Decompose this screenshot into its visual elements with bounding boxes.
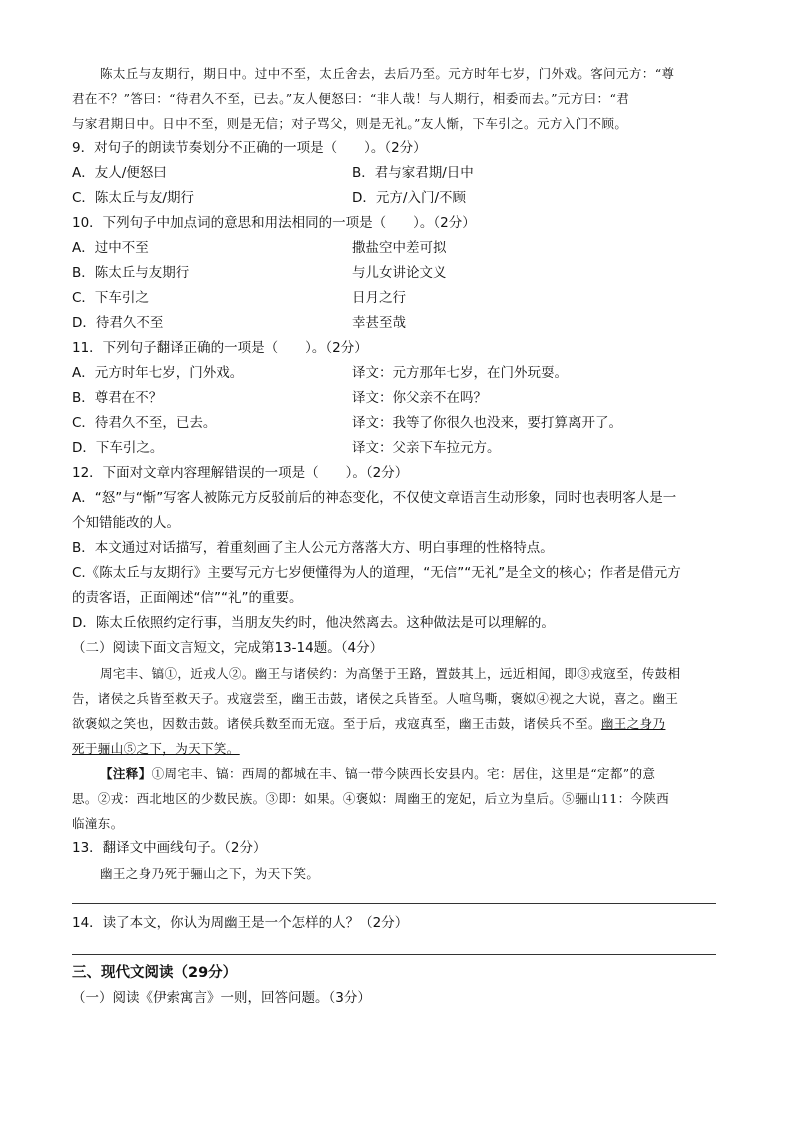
passage2-line-3-text: 欲褒姒之笑也，因数击鼓。诸侯兵数至而无寇。至于后，戎寇真至，幽王击鼓，诸侯兵不至。: [72, 716, 601, 731]
q11-option-c-translation: 译文：我等了你很久也没来，要打算离开了。: [352, 415, 622, 431]
q11-option-d-translation: 译文：父亲下车拉元方。: [352, 440, 501, 456]
q9-option-b: B．君与家君期/日中: [352, 165, 474, 181]
q9-option-d: D．元方/入门/不顾: [352, 190, 466, 206]
q10-option-d: D．待君久不至: [72, 315, 164, 331]
q10-option-d-compare: 幸甚至哉: [352, 315, 406, 331]
passage2-line-4: [72, 739, 722, 758]
q11-stem: 11．下列句子翻译正确的一项是（ ）。（2分）: [72, 340, 368, 356]
q11-option-b-translation: 译文：你父亲不在吗？: [352, 390, 487, 406]
passage2-line-1: 周宅丰、镐①，近戎人②。幽王与诸侯约：为高堡于王路，置鼓其上，远近相闻，即③戎寇至，传鼓相: [100, 666, 681, 681]
q9-option-c: C．陈太丘与友/期行: [72, 190, 194, 206]
passage1-line-3: 与家君期日中。日中不至，则是无信；对子骂父，则是无礼。”友人惭，下车引之。元方入门不顾。: [72, 116, 628, 131]
passage2-line-2: 告，诸侯之兵皆至救天子。戎寇尝至，幽王击鼓，诸侯之兵皆至。人喧鸟嘶，褒姒④视之大说，喜之。幽王: [72, 691, 679, 706]
q11-option-b: B．尊君在不？: [72, 390, 163, 406]
underlined-sentence-part-2: 死于骊山⑤之下，为天下笑。: [72, 741, 240, 756]
notes-tag: 【注释】: [100, 766, 152, 781]
notes-line-1: [100, 764, 750, 783]
q11-option-d: D．下车引之。: [72, 440, 164, 456]
answer-line-q14: [72, 954, 716, 955]
q12-option-b: B．本文通过对话描写，着重刻画了主人公元方落落大方、明白事理的性格特点。: [72, 540, 554, 556]
part2-heading: （二）阅读下面文言短文，完成第13-14题。（4分）: [72, 640, 384, 656]
q12-option-d: D．陈太丘依照约定行事，当朋友失约时，他决然离去。这种做法是可以理解的。: [72, 615, 555, 631]
section3-subheading: （一）阅读《伊索寓言》一则，回答问题。（3分）: [72, 990, 371, 1006]
q12-option-a-line-2: 个知错能改的人。: [72, 515, 180, 531]
q9-stem: 9．对句子的朗读节奏划分不正确的一项是（ ）。（2分）: [72, 140, 427, 156]
q11-option-a-translation: 译文：元方那年七岁，在门外玩耍。: [352, 365, 568, 381]
q10-option-b-compare: 与儿女讲论文义: [352, 265, 447, 281]
q10-stem: 10．下列句子中加点词的意思和用法相同的一项是（ ）。（2分）: [72, 215, 476, 231]
q12-option-c-line-1: C.《陈太丘与友期行》主要写元方七岁便懂得为人的道理，“无信”“无礼”是全文的核心；作者是借元方: [72, 565, 681, 581]
q14-stem: 14．读了本文，你认为周幽王是一个怎样的人？（2分）: [72, 915, 409, 931]
q10-option-c-compare: 日月之行: [352, 290, 406, 306]
notes-line-3: 临潼东。: [72, 816, 124, 831]
answer-line-q13: [72, 903, 716, 904]
passage1-line-1: 陈太丘与友期行，期日中。过中不至，太丘舍去，去后乃至。元方时年七岁，门外戏。客问元方：“尊: [100, 66, 675, 81]
q10-option-c: C．下车引之: [72, 290, 149, 306]
q13-sentence: 幽王之身乃死于骊山之下，为天下笑。: [100, 866, 320, 881]
passage2-line-3: [72, 714, 722, 733]
q10-option-b: B．陈太丘与友期行: [72, 265, 190, 281]
q11-option-c: C．待君久不至，已去。: [72, 415, 217, 431]
notes-line-2: 思。②戎：西北地区的少数民族。③即：如果。④褒姒：周幽王的宠妃，后立为皇后。⑤骊山11：今陕西: [72, 791, 670, 806]
q12-option-a-line-1: A．“怒”与“惭”写客人被陈元方反驳前后的神态变化，不仅使文章语言生动形象，同时也表明客人是一: [72, 490, 677, 506]
q11-option-a: A．元方时年七岁，门外戏。: [72, 365, 244, 381]
q13-stem: 13．翻译文中画线句子。（2分）: [72, 840, 267, 856]
notes-text-1: ①周宅丰、镐：西周的都城在丰、镐一带今陕西长安县内。宅：居住，这里是“定都”的意: [151, 766, 656, 781]
passage1-line-2: 君在不？”答曰：“待君久不至，已去。”友人便怒曰：“非人哉！与人期行，相委而去。”元方曰：“君: [72, 91, 630, 106]
q12-option-c-line-2: 的责客语，正面阐述“信”“礼”的重要。: [72, 590, 303, 606]
section3-heading: 三、现代文阅读（29分）: [72, 965, 238, 981]
underlined-sentence-part-1: 幽王之身乃: [600, 716, 666, 731]
q9-option-a: A．友人/便怒曰: [72, 165, 167, 181]
q12-stem: 12．下面对文章内容理解错误的一项是（ ）。（2分）: [72, 465, 409, 481]
q10-option-a: A．过中不至: [72, 240, 149, 256]
q10-option-a-compare: 撒盐空中差可拟: [352, 240, 447, 256]
